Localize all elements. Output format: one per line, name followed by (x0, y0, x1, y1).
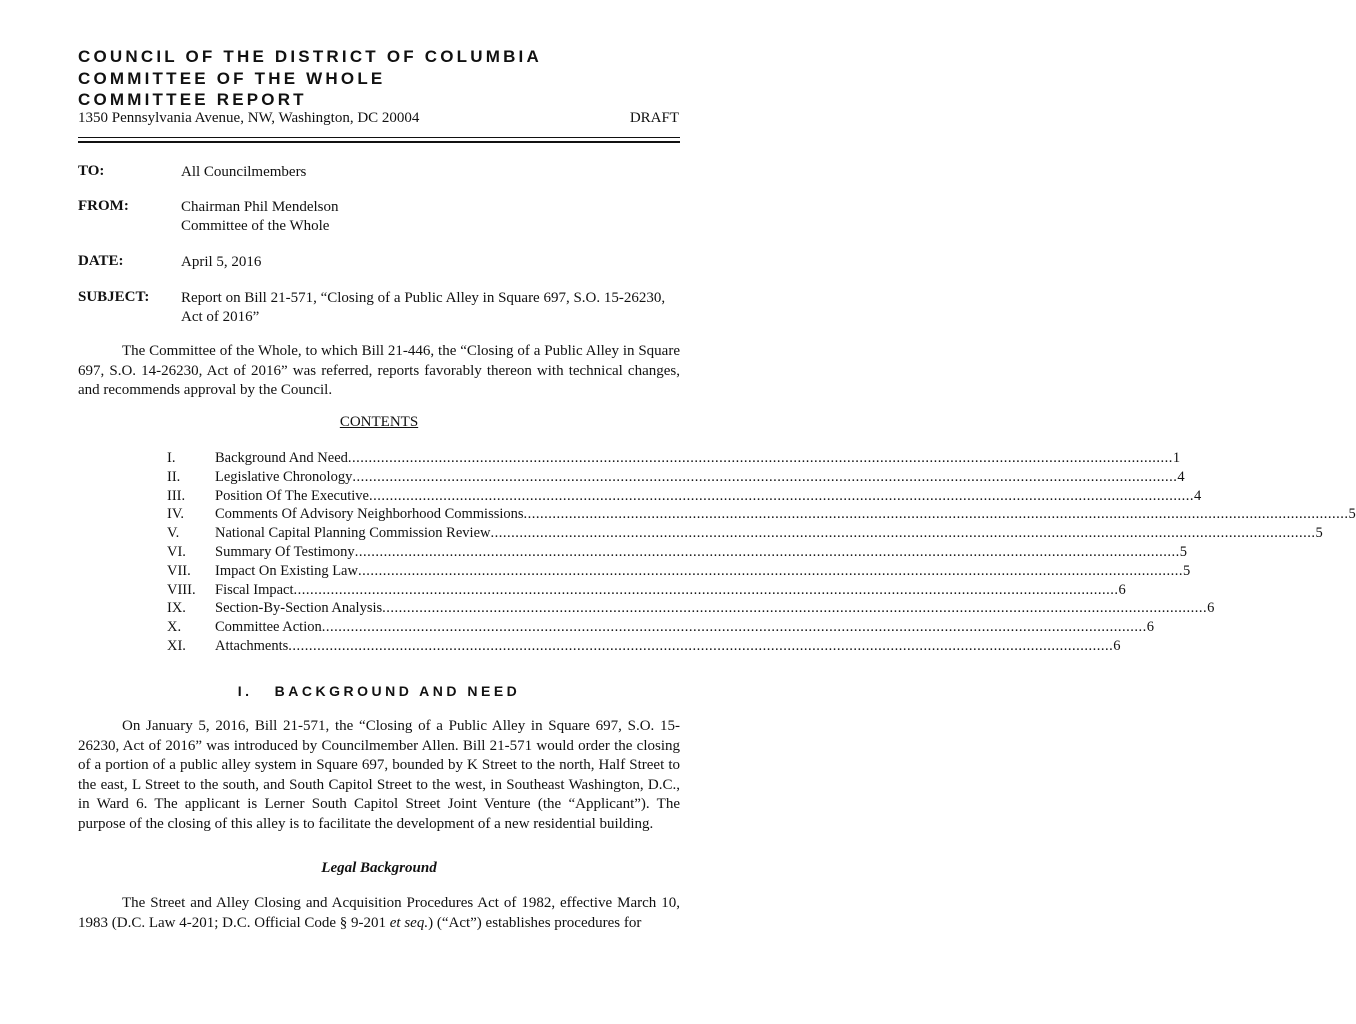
toc-entry (167, 618, 1154, 637)
toc-entry-number: II. (167, 468, 181, 485)
toc-entry (167, 524, 1323, 543)
header-rule (78, 137, 680, 138)
legal-background-wrap (78, 860, 680, 877)
toc-entry-title: Attachments (215, 637, 289, 654)
legal-paragraph (78, 894, 680, 933)
date-label: DATE: (78, 253, 124, 269)
legal-text-pre: The Street and Alley Closing and Acquisition Procedures Act of 1982, effective March 10, 1983 (D.C. Law 4-201; D.C. Official Code § 9-201 (78, 895, 680, 931)
from-label: FROM: (78, 198, 129, 214)
from-value-name: Chairman Phil Mendelson (181, 199, 339, 215)
toc-entry-title: Impact On Existing Law (215, 562, 358, 579)
toc-entry-number: I. (167, 450, 176, 466)
toc-entry-page: 6 (1113, 637, 1121, 654)
toc-entry-title: Comments Of Advisory Neighborhood Commissions (215, 506, 524, 523)
toc-entry-number: III. (167, 487, 186, 504)
address: 1350 Pennsylvania Avenue, NW, Washington, DC 20004 (78, 110, 420, 126)
committee-heading: COMMITTEE OF THE WHOLE (78, 69, 386, 88)
toc-entry-page: 5 (1182, 562, 1191, 579)
toc-entry-title: Background And Need (215, 450, 348, 466)
toc-entry (167, 637, 1121, 656)
toc-entry-page: 5 (1348, 506, 1356, 523)
toc-entry-page: 4 (1193, 487, 1202, 504)
toc-entry-leader: ........................................................................................................................................................................................................ (382, 600, 1208, 617)
toc-entry-title: Section-By-Section Analysis (215, 600, 383, 617)
report-heading: COMMITTEE REPORT (78, 90, 307, 109)
toc-entry-title: Legislative Chronology (215, 468, 353, 485)
intro-paragraph (78, 342, 680, 401)
toc-entry-leader: ........................................................................................................................................................................................................ (347, 450, 1173, 466)
toc-entry (167, 562, 1191, 581)
council-heading: COUNCIL OF THE DISTRICT OF COLUMBIA (78, 47, 542, 66)
toc-entry-number: XI. (167, 637, 186, 654)
contents-title-wrap (78, 414, 680, 431)
toc-entry-page: 5 (1179, 543, 1187, 560)
table-of-contents (167, 449, 1356, 656)
toc-entry (167, 487, 1202, 506)
section-heading: I. BACKGROUND AND NEED (237, 683, 521, 699)
toc-entry (167, 468, 1185, 487)
toc-entry-page: 6 (1118, 581, 1126, 598)
toc-entry-title: Fiscal Impact (215, 581, 294, 598)
toc-entry-title: Committee Action (215, 619, 322, 636)
toc-entry-leader: ........................................................................................................................................................................................................ (352, 468, 1178, 485)
toc-entry-leader: ........................................................................................................................................................................................................ (321, 619, 1147, 636)
subject-value-line2: Act of 2016” (181, 309, 260, 325)
section-heading-wrap (78, 683, 680, 701)
legal-text-italic: et seq. (389, 914, 429, 931)
toc-entry-page: 1 (1172, 450, 1181, 466)
toc-entry-number: VIII. (167, 581, 196, 598)
toc-entry-title: Position Of The Executive (215, 487, 369, 504)
draft-label: DRAFT (629, 110, 679, 126)
toc-entry-number: IV. (167, 506, 185, 523)
toc-entry-page: 4 (1177, 468, 1185, 485)
toc-entry-leader: ........................................................................................................................................................................................................ (490, 525, 1316, 542)
header-rule-thick (78, 141, 680, 143)
toc-entry-leader: ........................................................................................................................................................................................................ (523, 506, 1349, 523)
toc-entry-number: VI. (167, 543, 186, 560)
toc-entry-number: V. (167, 525, 180, 542)
toc-entry (167, 581, 1126, 600)
legal-background-heading: Legal Background (321, 860, 437, 876)
subject-value-line1: Report on Bill 21-571, “Closing of a Public Alley in Square 697, S.O. 15-26230, (181, 290, 666, 306)
toc-entry-title: Summary Of Testimony (215, 543, 355, 560)
toc-entry (167, 599, 1215, 618)
toc-entry-number: IX. (167, 600, 186, 617)
to-value: All Councilmembers (181, 164, 307, 180)
toc-entry-page: 6 (1207, 600, 1215, 617)
toc-entry (167, 543, 1187, 562)
toc-entry (167, 505, 1356, 524)
legal-text-post: ) (“Act”) establishes procedures for (428, 914, 642, 931)
contents-title: CONTENTS (339, 414, 419, 430)
toc-entry-leader: ........................................................................................................................................................................................................ (293, 581, 1119, 598)
subject-label: SUBJECT: (78, 289, 150, 305)
toc-entry-leader: ........................................................................................................................................................................................................ (288, 637, 1114, 654)
date-value: April 5, 2016 (181, 254, 262, 270)
to-label: TO: (78, 163, 105, 179)
toc-entry-leader: ........................................................................................................................................................................................................ (368, 487, 1194, 504)
background-paragraph (78, 717, 680, 834)
toc-entry-leader: ........................................................................................................................................................................................................ (354, 543, 1180, 560)
background-text: On January 5, 2016, Bill 21-571, the “Closing of a Public Alley in Square 697, S.O. 15-26230, Act of 2016” was introduced by Councilmember Allen. Bill 21-571 would order the closing of a portion of a public alley system in Square 697, bounded by K Street to the north, Half Street to the east, L Street to the south, and South Capitol Street to the west, in Southeast Washington, D.C., in Ward 6. The applicant is Lerner South Capitol Street Joint Venture (the “Applicant”). The purpose of the closing of this alley is to facilitate the development of a new residential building. (78, 718, 680, 832)
toc-entry-leader: ........................................................................................................................................................................................................ (357, 562, 1183, 579)
toc-entry-page: 5 (1315, 525, 1323, 542)
toc-entry-number: VII. (167, 562, 191, 579)
toc-entry-page: 6 (1146, 619, 1154, 636)
toc-entry-title: National Capital Planning Commission Review (215, 525, 491, 542)
toc-entry (167, 449, 1181, 468)
intro-text: The Committee of the Whole, to which Bill 21-446, the “Closing of a Public Alley in Square 697, S.O. 14-26230, Act of 2016” was referred, reports favorably thereon with technical changes, and recommends approval by the Council. (78, 343, 680, 398)
toc-entry-number: X. (167, 619, 182, 636)
from-value-committee: Committee of the Whole (181, 218, 330, 234)
